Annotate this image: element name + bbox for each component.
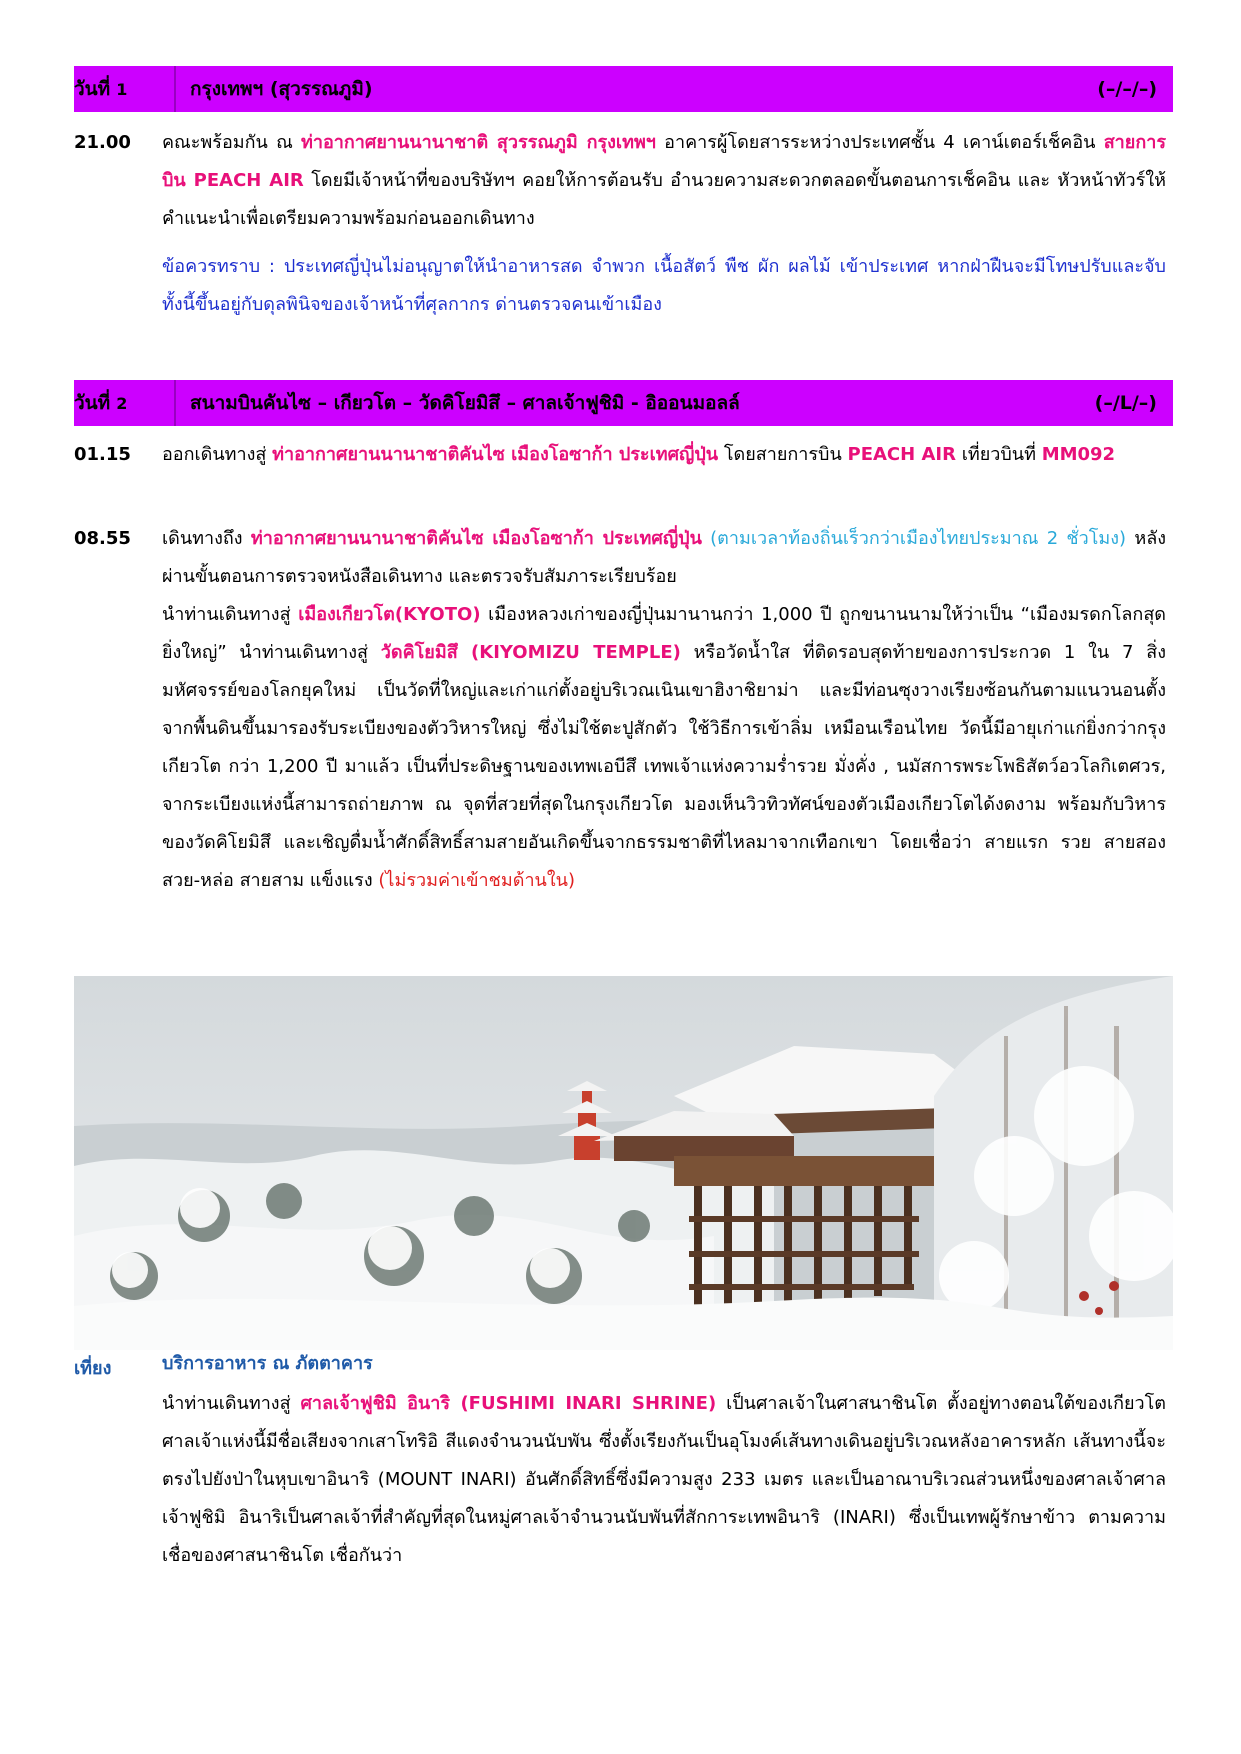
day1-label xyxy=(74,74,174,104)
day2-t1-text-b: โดยสายการบิน xyxy=(718,444,848,465)
day2-lunch-text: บริการอาหาร ณ ภัตตาคาร xyxy=(162,1353,373,1374)
day2-title: สนามบินคันไซ – เกียวโต – วัดคิโยมิสึ – ศาลเจ้าฟูชิมิ - อิออนมอลล์ xyxy=(190,392,740,414)
day2-day-word: วันที่ xyxy=(74,392,111,414)
day2-exclusion-note: (ไม่รวมค่าเข้าชมด้านใน) xyxy=(378,870,575,891)
kiyomizu-snow-photo xyxy=(74,976,1173,1350)
day1-title: กรุงเทพฯ (สุวรรณภูมิ) xyxy=(190,78,373,100)
day2-airline-highlight: PEACH AIR xyxy=(847,444,956,465)
day1-checkin-paragraph xyxy=(162,124,1166,238)
day2-t2-text-a: เดินทางถึง xyxy=(162,528,251,549)
day2-time-0115: 01.15 xyxy=(74,444,131,465)
day2-k-text-c: หรือวัดน้ำใส ที่ติดรอบสุดท้ายของการประกวด 1 ใน 7 สิ่งมหัศจรรย์ของโลกยุคใหม่ เป็นวัดที่ใหญ่และเก่าแก่ตั้งอยู่บริเวณเนินเขาฮิงาชิยาม่า และมีท่อนซุงวางเรียงซ้อนกันตามแนวนอนตั้งจากพื้นดินขึ้นมารองรับระเบียงของตัววิหารใหญ่ ซึ่งไม่ใช้ตะปูสักตัว ใช้วิธีการเข้าลิ่ม เหมือนเรือนไทย วัดนี้มีอายุเก่าแก่ยิ่งกว่ากรุงเกียวโต กว่า 1,200 ปี มาแล้ว เป็นที่ประดิษฐานของเทพเอบีสึ เทพเจ้าแห่งความร่ำรวย มั่งคั่ง , นมัสการพระโพธิสัตว์อวโลกิเตศวร, จากระเบียงแห่งนี้สามารถถ่ายภาพ ณ จุดที่สวยที่สุดในกรุงเกียวโต มองเห็นวิวทิวทัศน์ของตัวเมืองเกียวโตได้งดงาม พร้อมกับวิหารของวัดคิโยมิสึ และเชิญดื่มน้ำศักดิ์สิทธิ์สามสายอันเกิดขึ้นจากธรรมชาติที่ไหลมาจากเทือกเขา โดยเชื่อว่า สายแรก รวย สายสอง สวย-หล่อ สายสาม แข็งแรง xyxy=(162,642,1166,891)
day1-airline-highlight: สายการบิน PEACH AIR xyxy=(162,132,1167,191)
day2-timezone-note: (ตามเวลาท้องถิ่นเร็วกว่าเมืองไทยประมาณ 2 ชั่วโมง) xyxy=(701,528,1127,549)
day2-t2-text-b: หลังผ่านขั้นตอนการตรวจหนังสือเดินทาง และตรวจรับสัมภาระเรียบร้อย xyxy=(162,528,1167,587)
day2-t1-text-a: ออกเดินทางสู่ xyxy=(162,444,273,465)
day2-fushimi-paragraph xyxy=(162,1385,1166,1575)
day2-f-text-a: นำท่านเดินทางสู่ xyxy=(162,1393,301,1414)
day2-arrival-paragraph xyxy=(162,520,1166,596)
day1-header-divider xyxy=(174,66,176,112)
day2-header-bar xyxy=(74,380,1173,426)
day2-kansai-highlight: ท่าอากาศยานนานาชาติคันไซ เมืองโอซาก้า ประเทศญี่ปุ่น xyxy=(272,444,719,465)
day2-kyoto-highlight: เมืองเกียวโต(KYOTO) xyxy=(298,604,481,625)
day2-time-0855: 08.55 xyxy=(74,528,131,549)
day2-label xyxy=(74,388,174,418)
day1-header-bar xyxy=(74,66,1173,112)
day1-customs-note: ข้อควรทราบ : ประเทศญี่ปุ่นไม่อนุญาตให้นำอาหารสด จำพวก เนื้อสัตว์ พืช ผัก ผลไม้ เข้าประเทศ หากฝ่าฝืนจะมีโทษปรับและจับ ทั้งนี้ขึ้นอยู่กับดุลพินิจของเจ้าหน้าที่ศุลกากร ด่านตรวจคนเข้าเมือง xyxy=(162,256,1166,315)
day2-flight-number: MM092 xyxy=(1041,444,1116,465)
day2-f-text-b: เป็นศาลเจ้าในศาสนาชินโต ตั้งอยู่ทางตอนใต้ของเกียวโต ศาลเจ้าแห่งนี้มีชื่อเสียงจากเสาโทริอิ สีแดงจำนวนนับพัน ซึ่งตั้งเรียงกันเป็นอุโมงค์เส้นทางเดินอยู่บริเวณหลังอาคารหลัก เส้นทางนี้จะตรงไปยังป่าในหุบเขาอินาริ (MOUNT INARI) อันศักดิ์สิทธิ์ซึ่งมีความสูง 233 เมตร และเป็นอาณาบริเวณส่วนหนึ่งของศาลเจ้าศาลเจ้าฟูชิมิ อินาริเป็นศาลเจ้าที่สำคัญที่สุดในหมู่ศาลเจ้าจำนวนนับพันที่สักการะเทพอินาริ (INARI) ซึ่งเป็นเทพผู้รักษาข้าว ตามความเชื่อของศาสนาชินโต เชื่อกันว่า xyxy=(162,1393,1167,1566)
day1-day-number: 1 xyxy=(116,80,128,99)
day2-k-text-a: นำท่านเดินทางสู่ xyxy=(162,604,299,625)
day2-kiyomizu-highlight: วัดคิโยมิสึ (KIYOMIZU TEMPLE) xyxy=(380,642,681,663)
day1-suvarnabhumi-highlight: ท่าอากาศยานนานาชาติ สุวรรณภูมิ กรุงเทพฯ xyxy=(301,132,656,153)
day2-fushimi-highlight: ศาลเจ้าฟูชิมิ อินาริ (FUSHIMI INARI SHRINE) xyxy=(300,1393,717,1414)
day2-kiyomizu-paragraph xyxy=(162,596,1166,900)
day2-t1-text-c: เที่ยวบินที่ xyxy=(955,444,1042,465)
day1-day-word: วันที่ xyxy=(74,78,111,100)
day2-departure-paragraph xyxy=(162,436,1166,474)
day2-k-text-b: เมืองหลวงเก่าของญี่ปุ่นมานานกว่า 1,000 ปี ถูกขนานนามให้ว่าเป็น “เมืองมรดกโลกสุดยิ่งใหญ่” นำท่านเดินทางสู่ xyxy=(162,604,1166,663)
day1-p1-text-c: โดยมีเจ้าหน้าที่ของบริษัทฯ คอยให้การต้อนรับ อำนวยความสะดวกตลอดขั้นตอนการเช็คอิน และ หัวหน้าทัวร์ให้คำแนะนำเพื่อเตรียมความพร้อมก่อนออกเดินทาง xyxy=(162,170,1166,229)
day1-p1-text-b: อาคารผู้โดยสารระหว่างประเทศชั้น 4 เคาน์เตอร์เช็คอิน xyxy=(655,132,1104,153)
day2-day-number: 2 xyxy=(116,394,128,413)
day2-arrival-airport-highlight: ท่าอากาศยานนานาชาติคันไซ เมืองโอซาก้า ประเทศญี่ปุ่น xyxy=(250,528,702,549)
day2-meals: (–/L/–) xyxy=(1094,392,1157,414)
kiyomizu-illustration xyxy=(74,976,1173,1350)
day1-meals: (–/–/–) xyxy=(1097,78,1157,100)
day2-lunch-time: เที่ยง xyxy=(74,1358,112,1379)
day1-p1-text-a: คณะพร้อมกัน ณ xyxy=(162,132,302,153)
day2-header-divider xyxy=(174,380,176,426)
day1-time-2100: 21.00 xyxy=(74,132,131,153)
